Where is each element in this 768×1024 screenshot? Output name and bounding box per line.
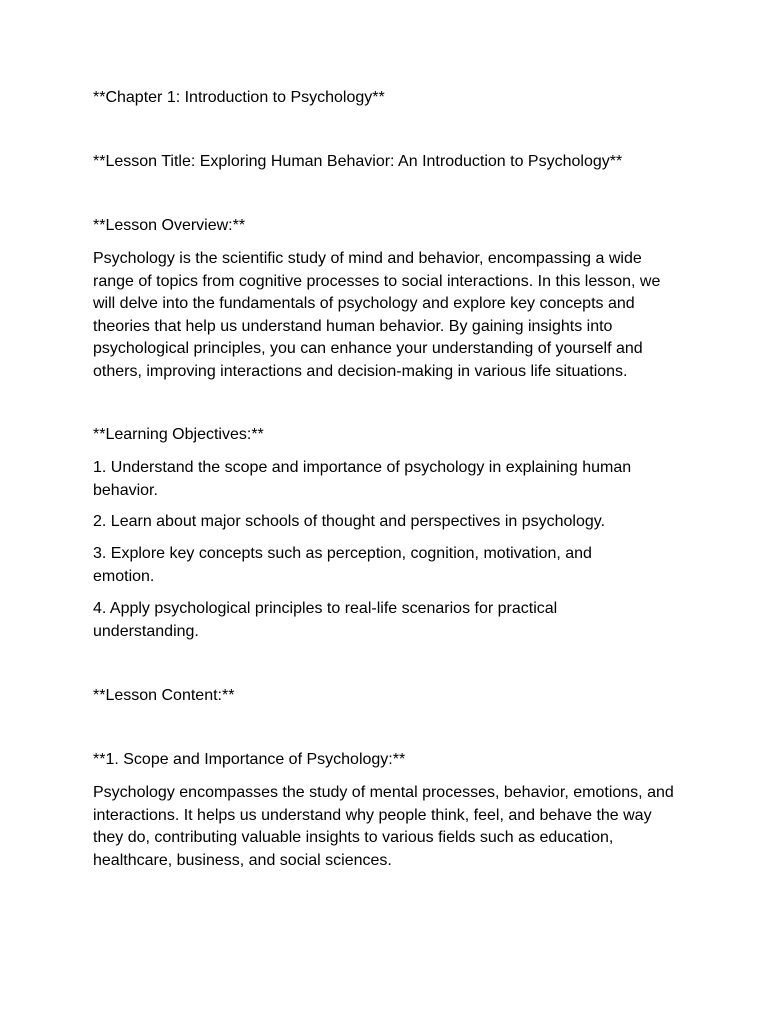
objectives-heading: **Learning Objectives:**: [93, 426, 264, 443]
objective-item: 4. Apply psychological principles to real-life scenarios for practical understanding.: [93, 600, 558, 640]
overview-paragraph: Psychology is the scientific study of mind and behavior, encompassing a wide range of topics from cognitive processes to social interactions. In this lesson, we will delve into the fundamentals of psychology and explore key concepts and theories that help us understand human behavior. By gaining insights into psychological principles, you can enhance your understanding of yourself and others, improving interactions and decision-making in various life situations.: [93, 250, 661, 380]
objective-item: 2. Learn about major schools of thought and perspectives in psychology.: [93, 513, 606, 530]
overview-heading: **Lesson Overview:**: [93, 217, 246, 234]
chapter-heading: **Chapter 1: Introduction to Psychology**: [93, 89, 385, 106]
lesson-title: **Lesson Title: Exploring Human Behavior: An Introduction to Psychology**: [93, 153, 623, 170]
content-heading: **Lesson Content:**: [93, 687, 235, 704]
objective-item: 1. Understand the scope and importance of psychology in explaining human behavior.: [93, 459, 632, 499]
section-heading: **1. Scope and Importance of Psychology:**: [93, 751, 406, 768]
section-paragraph: Psychology encompasses the study of mental processes, behavior, emotions, and interactions. It helps us understand why people think, feel, and behave the way they do, contributing valuable insights to various fields such as education, healthcare, business, and social sciences.: [93, 784, 674, 869]
objective-item: 3. Explore key concepts such as perception, cognition, motivation, and emotion.: [93, 545, 592, 585]
document-page: [93, 0, 683, 1024]
